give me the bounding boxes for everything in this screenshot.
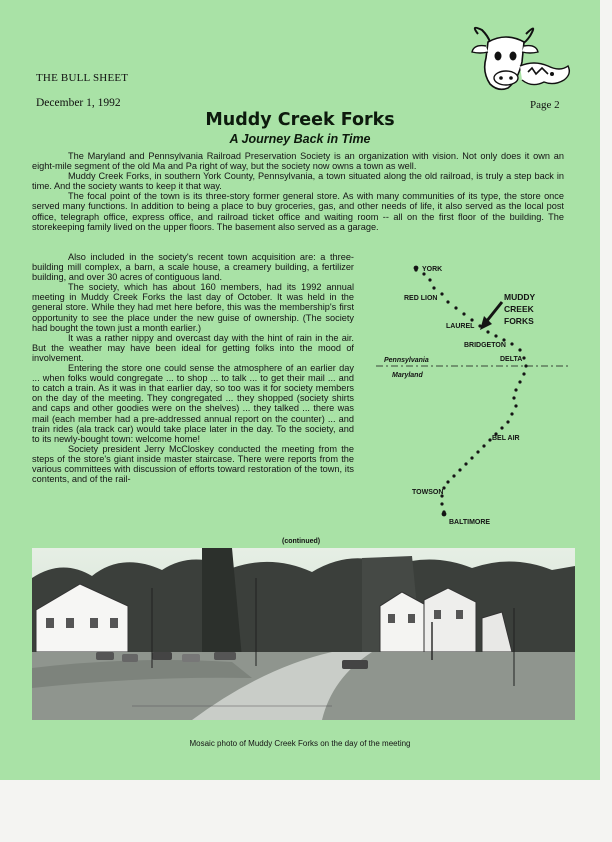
- map-highlight-creek: CREEK: [504, 304, 534, 314]
- map-label-bel-air: BEL AIR: [492, 435, 520, 442]
- article-body-column: [32, 252, 354, 484]
- map-highlight-forks: FORKS: [504, 316, 534, 326]
- article-paragraph: It was a rather nippy and overcast day with the hint of rain in the air. But the weather may have been ideal for getting folks into the mood of involvement.: [32, 332, 354, 363]
- map-highlight-muddy: MUDDY: [504, 292, 536, 302]
- article-title: Muddy Creek Forks: [205, 110, 395, 130]
- article-paragraph: The society, which has about 160 members, had its 1992 annual meeting in Muddy Creek Forks the last day of October. It was held in the general store. While they had met here before, this was the membership's first opportunity to see the place under the new guise of ownership. (The society had bought the town just a month earlier.): [32, 282, 354, 333]
- map-label-red-lion: RED LION: [404, 295, 438, 302]
- article-paragraph: Entering the store one could sense the atmosphere of an earlier day ... when folks would congregate ... to shop ... to talk ... to get their mail ... and to catch a train. As it was in that earlier day, so too was it for society members on the day of the meeting. They congregated ... they shopped (society shirts and caps and other goodies were on the shelves) ... they talked ... there was mail (each member had a pre-addressed annual report on the counter) ... and train rides (ala track car) would take place later in the day. To the society, and to its newly-bought town: welcome home!: [32, 363, 354, 444]
- newsletter-masthead: THE BULL SHEET: [36, 72, 129, 84]
- page-number: Page 2: [530, 99, 560, 111]
- bull-logo-icon: [468, 22, 574, 98]
- map-label-towson: TOWSON: [412, 489, 444, 496]
- map-state-pennsylvania: Pennsylvania: [384, 357, 429, 364]
- highlight-arrow: [486, 302, 502, 322]
- map-label-baltimore: BALTIMORE: [449, 519, 491, 526]
- article-body-full-width: [32, 151, 564, 232]
- photo-caption: Mosaic photo of Muddy Creek Forks on the day of the meeting: [189, 739, 411, 748]
- mosaic-photo: [32, 548, 575, 720]
- article-subtitle: A Journey Back in Time: [229, 132, 371, 146]
- issue-date: December 1, 1992: [36, 97, 121, 109]
- railroad-route-map: [372, 254, 572, 534]
- article-paragraph: Also included in the society's recent town acquisition are: a three-building mill complex, a barn, a scale house, a creamery building, a fertilizer building, and over 30 acres of contiguous land.: [32, 252, 354, 283]
- article-paragraph: The Maryland and Pennsylvania Railroad Preservation Society is an organization with vision. Not only does it own an eight-mile segment of the old Ma and Pa right of way, but the society now owns a town as well.: [32, 151, 564, 172]
- map-label-laurel: LAUREL: [446, 323, 475, 330]
- article-paragraph: The focal point of the town is its three-story former general store. As with many communities of its type, the store once served many functions. In addition to being a place to buy groceries, gas, and other needs of life, it also served as the local post office, telegraph office, express office, and railroad ticket office and waiting room -- all on the first floor of the building. The storekeeping family lived on the upper floors. The basement also served as a garage.: [32, 191, 564, 232]
- article-paragraph: Muddy Creek Forks, in southern York County, Pennsylvania, a town situated along the old railroad, is truly a step back in time. And the society wants to keep it that way.: [32, 171, 564, 192]
- map-label-delta: DELTA: [500, 356, 523, 363]
- article-paragraph: Society president Jerry McCloskey conducted the meeting from the steps of the store's giant inside master staircase. There were reports from the various committees with discussion of efforts toward restoration of the town, its contents, and of the rail-: [32, 443, 354, 485]
- map-label-york: YORK: [422, 266, 443, 273]
- map-state-maryland: Maryland: [392, 372, 423, 379]
- map-label-bridgeton: BRIDGETON: [464, 342, 506, 349]
- continued-note: (continued): [282, 538, 321, 545]
